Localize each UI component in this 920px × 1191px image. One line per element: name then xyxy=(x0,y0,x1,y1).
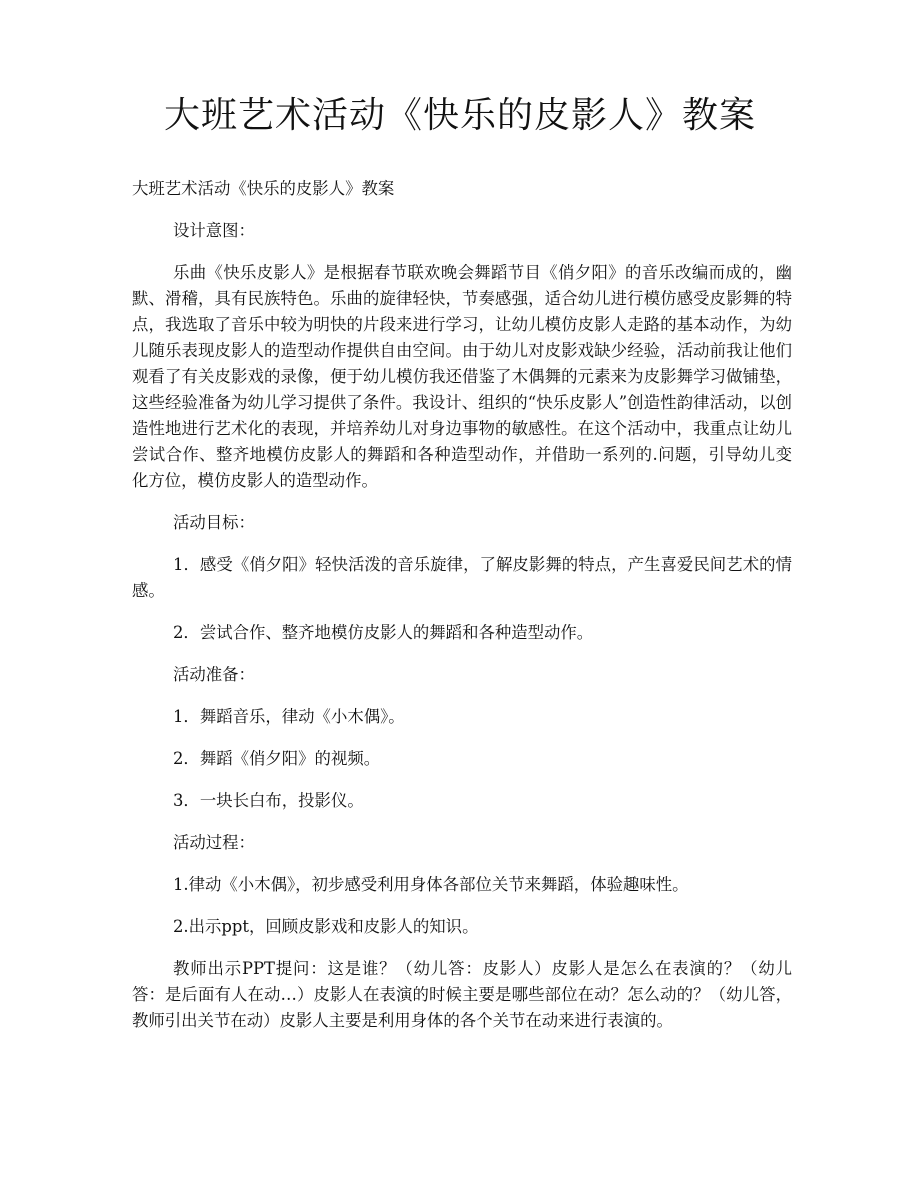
prep-item-3: 3．一块长白布，投影仪。 xyxy=(173,791,364,810)
process-step-3: 教师出示PPT提问：这是谁？（幼儿答：皮影人）皮影人是怎么在表演的？（幼儿答：是后面有人在动…）皮影人在表演的时候主要是哪些部位在动？怎么动的？（幼儿答，教师引出关节在动）皮影人主要是利用身体的各个关节在动来进行表演的。 xyxy=(132,959,792,1030)
goal-item-2: 2．尝试合作、整齐地模仿皮影人的舞蹈和各种造型动作。 xyxy=(173,623,594,642)
prep-item-1: 1．舞蹈音乐，律动《小木偶》。 xyxy=(173,707,405,726)
document-body xyxy=(132,176,792,1050)
document-subtitle: 大班艺术活动《快乐的皮影人》教案 xyxy=(132,179,395,198)
process-step-2: 2.出示ppt，回顾皮影戏和皮影人的知识。 xyxy=(173,917,479,936)
goal-item-1: 1．感受《俏夕阳》轻快活泼的音乐旋律，了解皮影舞的特点，产生喜爱民间艺术的情感。 xyxy=(132,555,792,600)
prep-heading: 活动准备： xyxy=(173,665,255,684)
goals-heading: 活动目标： xyxy=(173,513,255,532)
prep-item-2: 2．舞蹈《俏夕阳》的视频。 xyxy=(173,749,381,768)
design-heading: 设计意图： xyxy=(173,221,255,240)
process-step-1: 1.律动《小木偶》，初步感受利用身体各部位关节来舞蹈，体验趣味性。 xyxy=(173,875,689,894)
design-paragraph: 乐曲《快乐皮影人》是根据春节联欢晚会舞蹈节目《俏夕阳》的音乐改编而成的，幽默、滑稽，具有民族特色。乐曲的旋律轻快，节奏感强，适合幼儿进行模仿感受皮影舞的特点，我选取了音乐中较为明快的片段来进行学习，让幼儿模仿皮影人走路的基本动作，为幼儿随乐表现皮影人的造型动作提供自由空间。由于幼儿对皮影戏缺少经验，活动前我让他们观看了有关皮影戏的录像，便于幼儿模仿我还借鉴了木偶舞的元素来为皮影舞学习做铺垫，这些经验准备为幼儿学习提供了条件。我设计、组织的“快乐皮影人”创造性韵律活动，以创造性地进行艺术化的表现，并培养幼儿对身边事物的敏感性。在这个活动中，我重点让幼儿尝试合作、整齐地模仿皮影人的舞蹈和各种造型动作，并借助一系列的.问题，引导幼儿变化方位，模仿皮影人的造型动作。 xyxy=(132,263,792,490)
document-title: 大班艺术活动《快乐的皮影人》教案 xyxy=(163,95,756,136)
process-heading: 活动过程： xyxy=(173,833,255,852)
